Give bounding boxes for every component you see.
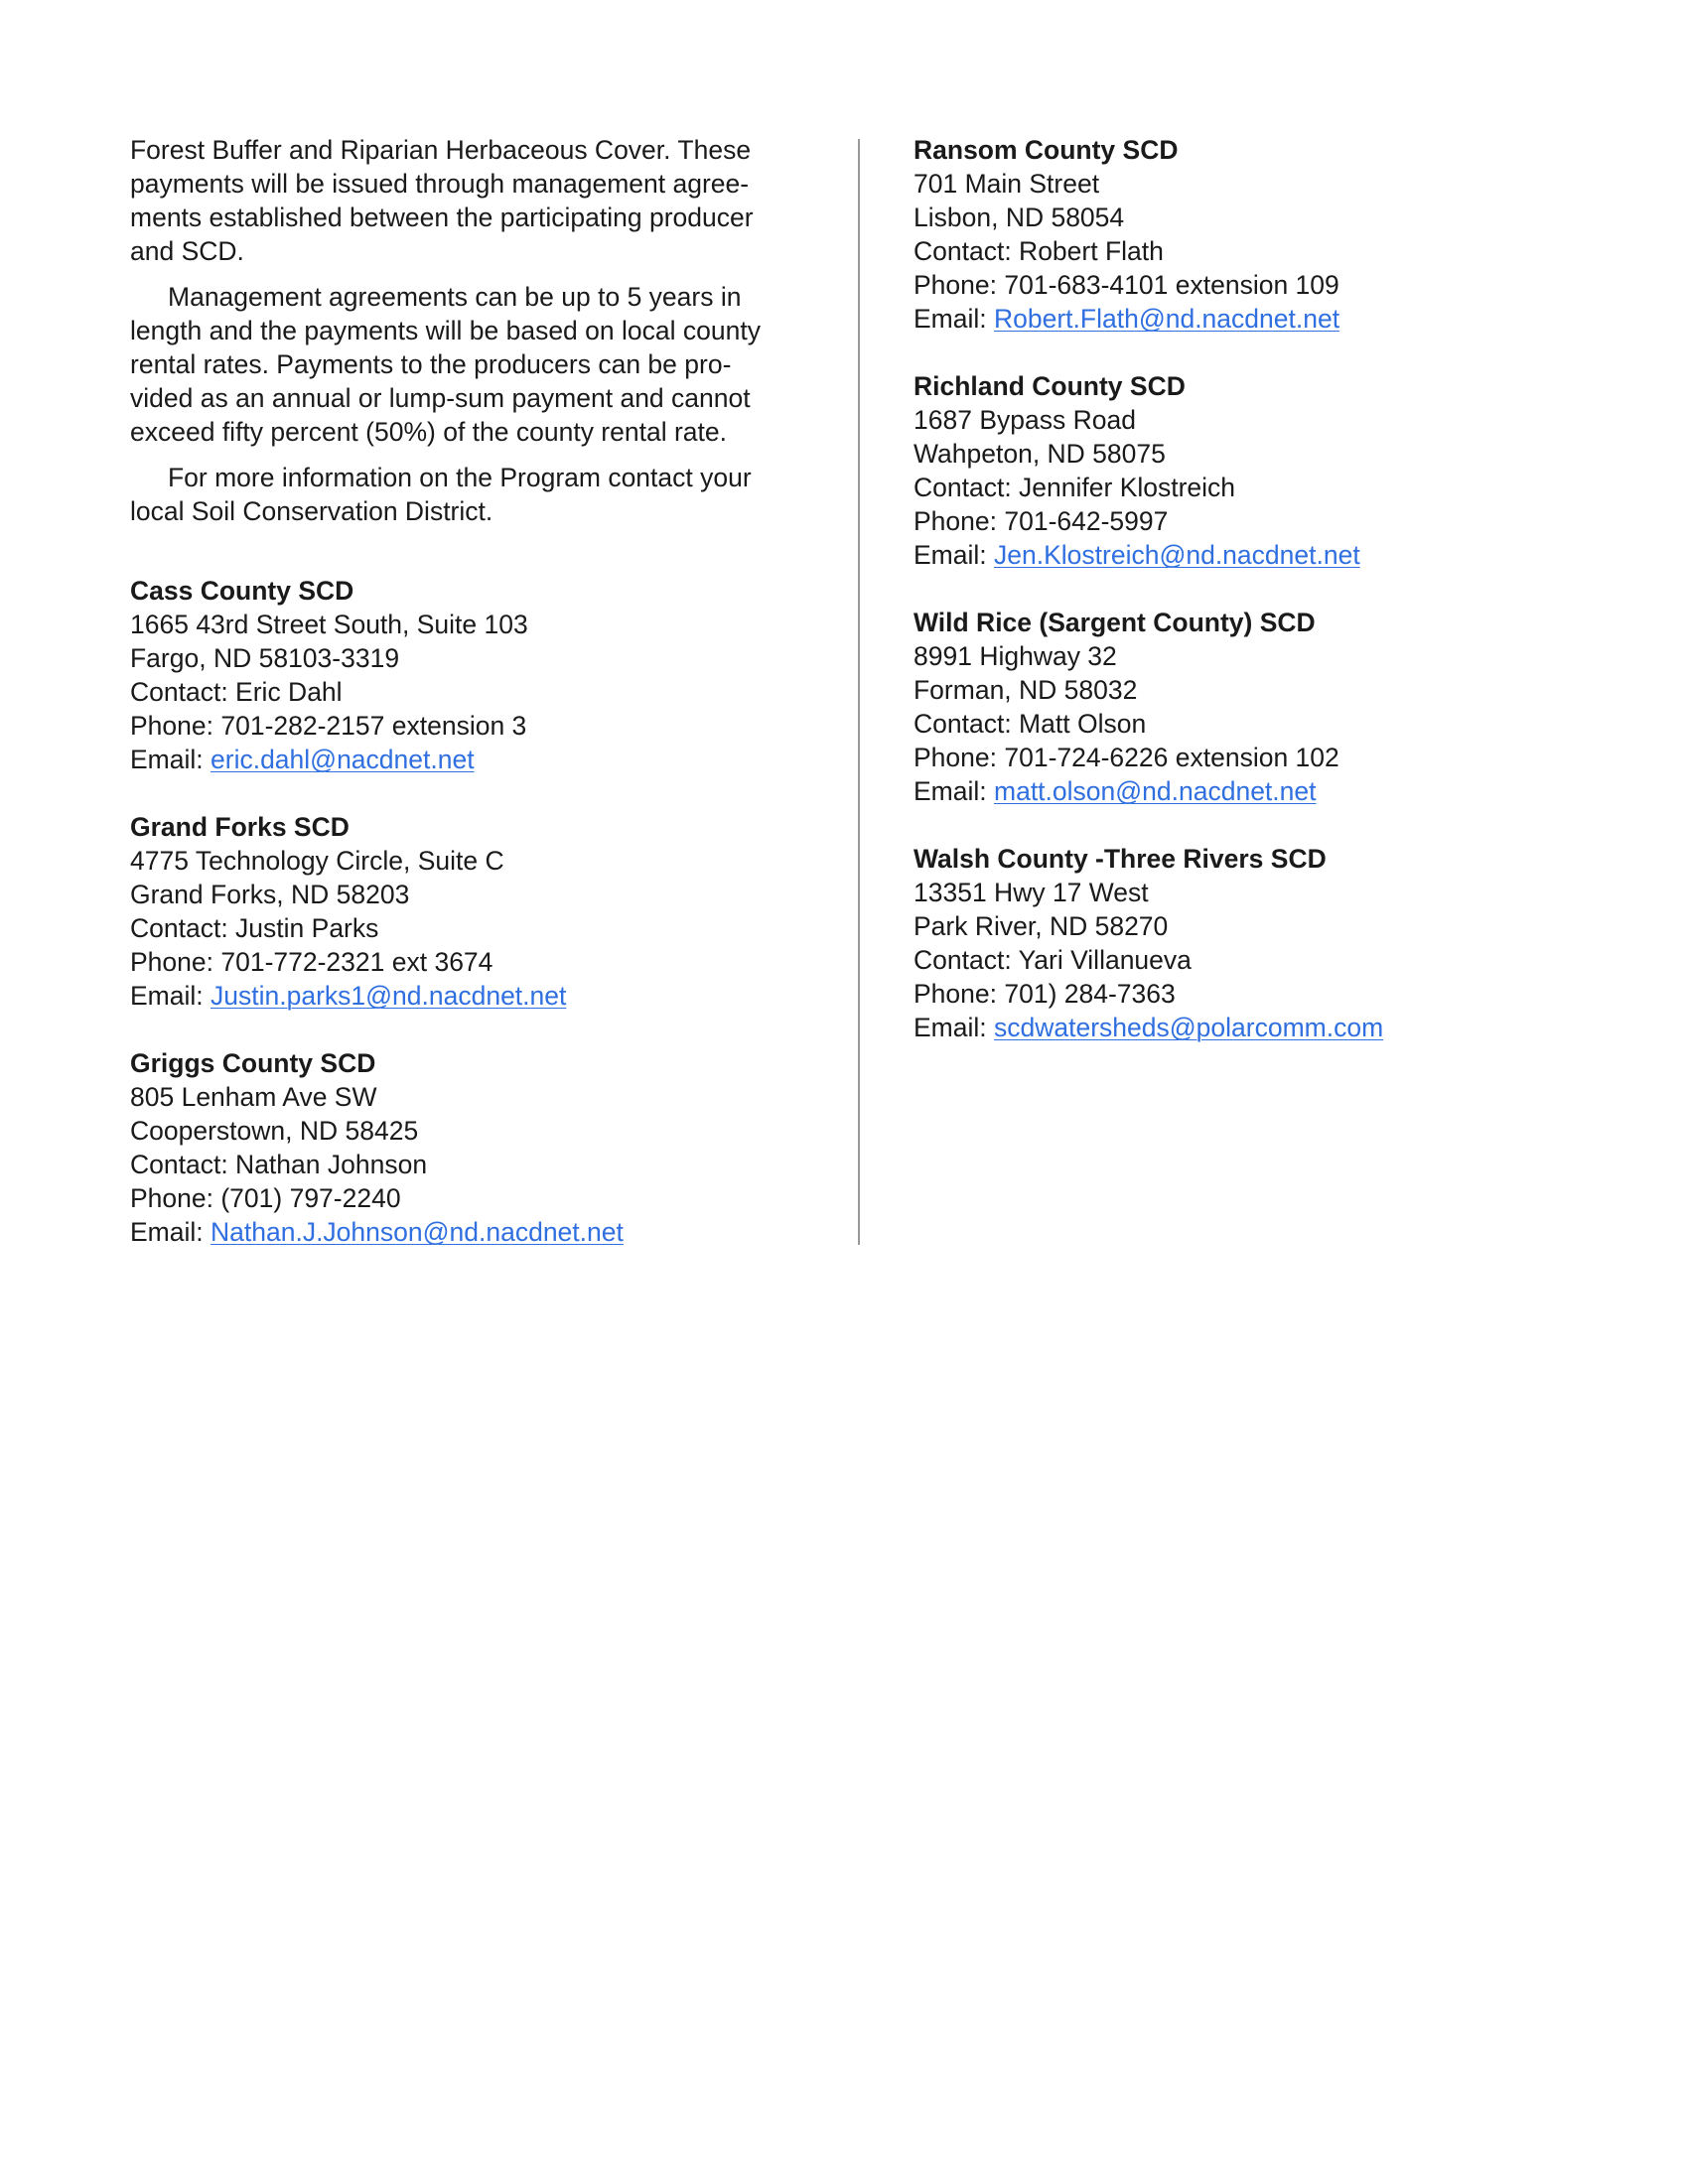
contact-email-line [130, 743, 795, 776]
contact-address-line-1: 701 Main Street [914, 169, 1100, 199]
contact-email-line [130, 979, 795, 1013]
contact-phone: Phone: 701-282-2157 extension 3 [130, 711, 527, 741]
contact-address-line-1: 1687 Bypass Road [914, 405, 1136, 435]
contact-phone: Phone: 701-642-5997 [914, 506, 1169, 536]
email-link[interactable]: Justin.parks1@nd.nacdnet.net [211, 981, 567, 1011]
email-label: Email: [914, 776, 994, 806]
contact-email-line [130, 1215, 795, 1249]
contact-person: Contact: Robert Flath [914, 236, 1164, 266]
contact-phone: Phone: 701-772-2321 ext 3674 [130, 947, 493, 977]
contact-person: Contact: Jennifer Klostreich [914, 473, 1236, 502]
left-contact-list [130, 574, 795, 1249]
email-label: Email: [914, 1013, 994, 1042]
contact-address-line-1: 4775 Technology Circle, Suite C [130, 846, 504, 876]
email-label: Email: [130, 1217, 211, 1247]
contact-email-line [914, 302, 1609, 336]
intro-paragraph-2: Management agreements can be up to 5 years in length and the payments will be based on local county rental rates. Payments to the producers can be pro- vided as an annual or lump-sum payment and cannot exceed fifty percent (50%) of the county rental rate. [130, 282, 761, 447]
contact-person: Contact: Yari Villanueva [914, 945, 1192, 975]
contact-address-line-1: 8991 Highway 32 [914, 641, 1117, 671]
contact-card-grand-forks [130, 810, 795, 1013]
contact-name: Richland County SCD [914, 371, 1186, 401]
contact-address-line-2: Lisbon, ND 58054 [914, 203, 1125, 232]
email-link[interactable]: Nathan.J.Johnson@nd.nacdnet.net [211, 1217, 624, 1247]
contact-card-wild-rice [914, 606, 1609, 808]
contact-email-line [914, 774, 1609, 808]
contact-phone: Phone: 701) 284-7363 [914, 979, 1176, 1009]
contact-person: Contact: Justin Parks [130, 913, 379, 943]
contact-name: Wild Rice (Sargent County) SCD [914, 608, 1316, 637]
contact-person: Contact: Matt Olson [914, 709, 1147, 739]
contact-phone: Phone: 701-724-6226 extension 102 [914, 743, 1339, 772]
contact-address-line-2: Grand Forks, ND 58203 [130, 880, 410, 909]
contact-address-line-2: Fargo, ND 58103-3319 [130, 643, 400, 673]
contact-person: Contact: Nathan Johnson [130, 1150, 428, 1179]
contact-name: Griggs County SCD [130, 1048, 376, 1078]
intro-paragraph-3: For more information on the Program contact your local Soil Conservation District. [130, 463, 752, 526]
contact-email-line [914, 1011, 1609, 1044]
intro-paragraph-1: Forest Buffer and Riparian Herbaceous Cover. These payments will be issued through management agree- ments established between the participating producer and SCD. [130, 135, 754, 266]
email-label: Email: [914, 540, 994, 570]
contact-email-line [914, 538, 1609, 572]
column-divider [858, 139, 860, 1245]
email-label: Email: [130, 981, 211, 1011]
contact-address-line-2: Forman, ND 58032 [914, 675, 1138, 705]
contact-card-richland-county [914, 369, 1609, 572]
email-link[interactable]: matt.olson@nd.nacdnet.net [994, 776, 1317, 806]
email-label: Email: [130, 745, 211, 774]
contact-address-line-2: Park River, ND 58270 [914, 911, 1169, 941]
contact-address-line-1: 1665 43rd Street South, Suite 103 [130, 610, 528, 639]
email-link[interactable]: scdwatersheds@polarcomm.com [994, 1013, 1384, 1042]
contact-phone: Phone: 701-683-4101 extension 109 [914, 270, 1339, 300]
contact-address-line-2: Cooperstown, ND 58425 [130, 1116, 419, 1146]
contact-name: Walsh County -Three Rivers SCD [914, 844, 1327, 874]
email-link[interactable]: Jen.Klostreich@nd.nacdnet.net [994, 540, 1360, 570]
left-column [130, 133, 795, 1249]
contact-phone: Phone: (701) 797-2240 [130, 1183, 401, 1213]
email-link[interactable]: eric.dahl@nacdnet.net [211, 745, 475, 774]
contact-name: Ransom County SCD [914, 135, 1179, 165]
contact-name: Grand Forks SCD [130, 812, 350, 842]
right-column [914, 133, 1609, 1044]
contact-card-walsh-county [914, 842, 1609, 1044]
contact-address-line-2: Wahpeton, ND 58075 [914, 439, 1166, 469]
email-link[interactable]: Robert.Flath@nd.nacdnet.net [994, 304, 1340, 334]
email-label: Email: [914, 304, 994, 334]
contact-address-line-1: 805 Lenham Ave SW [130, 1082, 377, 1112]
contact-card-cass-county [130, 574, 795, 776]
contact-card-ransom-county [914, 133, 1609, 336]
contact-person: Contact: Eric Dahl [130, 677, 343, 707]
contact-name: Cass County SCD [130, 576, 354, 606]
contact-card-griggs-county [130, 1046, 795, 1249]
contact-address-line-1: 13351 Hwy 17 West [914, 878, 1149, 907]
